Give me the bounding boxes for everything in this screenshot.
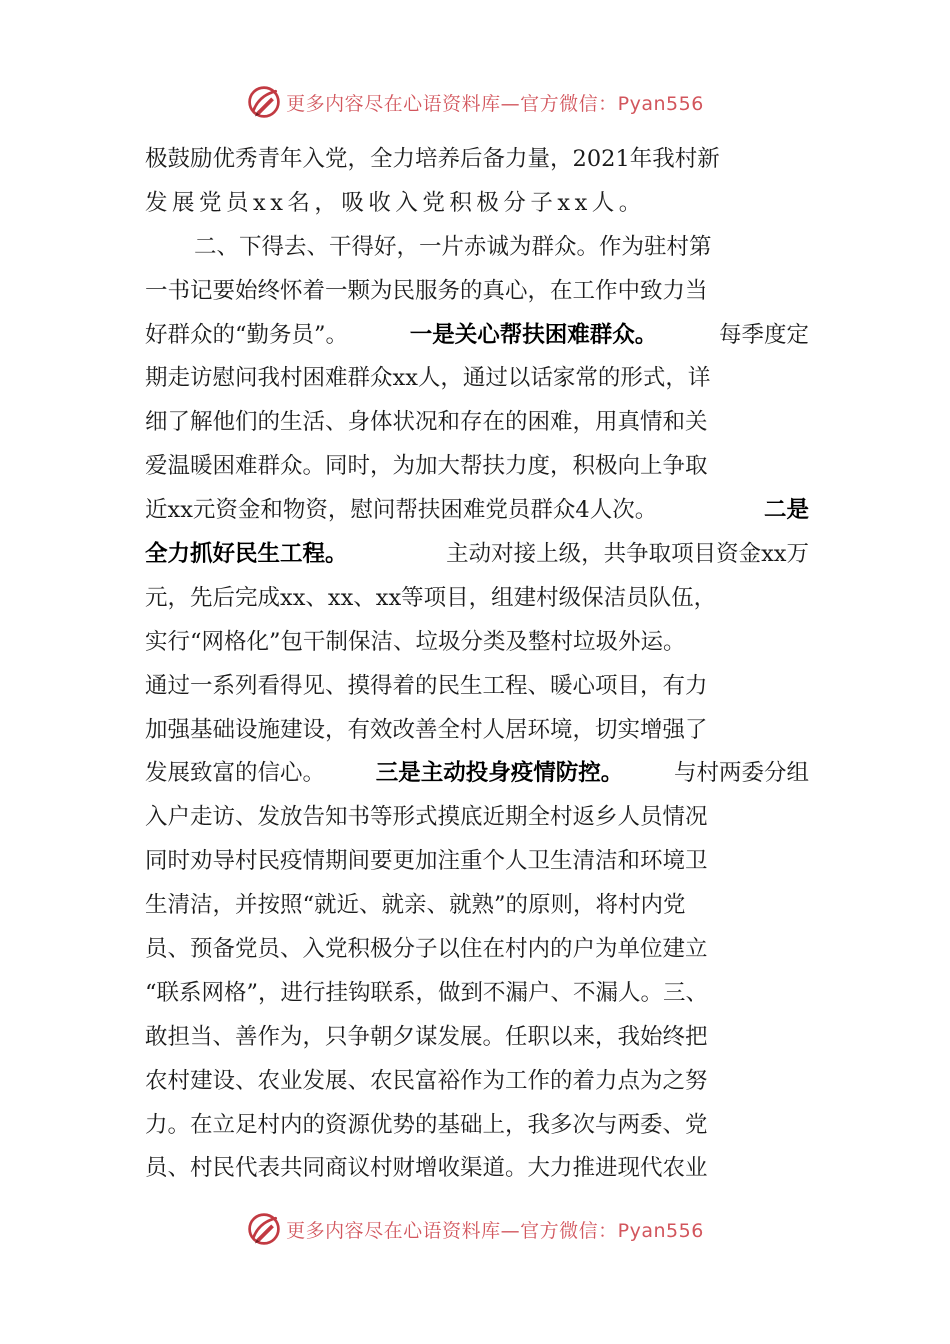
text-line: 同时劝导村民疫情期间要更加注重个人卫生清洁和环境卫 (145, 848, 708, 875)
watermark-text: 更多内容尽在心语资料库—官方微信：Pyan556 (286, 92, 704, 115)
watermark-footer (0, 1207, 950, 1251)
text-line: 力。在立足村内的资源优势的基础上，我多次与两委、党 (145, 1111, 708, 1138)
text-line: 爱温暖困难群众。同时，为加大帮扶力度，积极向上争取 (145, 453, 708, 480)
bold-heading: 全力抓好民生工程。 (145, 541, 348, 568)
text-line: 元，先后完成xx、xx、xx等项目，组建村级保洁员队伍， (145, 584, 717, 611)
watermark-header (0, 80, 950, 124)
text-line: 员、预备党员、入党积极分子以住在村内的户为单位建立 (145, 936, 708, 963)
bold-heading: 一是关心帮扶困难群众。 (409, 321, 658, 348)
text-line: 近xx元资金和物资，慰问帮扶困难党员群众4人次。 二是 (145, 489, 809, 533)
text-line: 员、村民代表共同商议村财增收渠道。大力推进现代农业 (145, 1155, 708, 1182)
text-line: 一书记要始终怀着一颗为民服务的真心，在工作中致力当 (145, 277, 708, 304)
text-line: 发展致富的信心。 三是主动投身疫情防控。 与村两委分组 (145, 752, 809, 796)
text-line: 实行“网格化”包干制保洁、垃圾分类及整村垃圾外运。 (145, 628, 686, 655)
text-line: “联系网格”，进行挂钩联系，做到不漏户、不漏人。三、 (145, 979, 709, 1006)
text-line: 二、下得去、干得好，一片赤诚为群众。作为驻村第 (194, 233, 712, 260)
text-line: 好群众的“勤务员”。 一是关心帮扶困难群众。 每季度定 (145, 314, 809, 358)
text-line: 极鼓励优秀青年入党，全力培养后备力量，2021年我村新 (145, 146, 720, 172)
bold-heading: 三是主动投身疫情防控。 (375, 760, 624, 787)
pen-and-swirl-logo-icon (246, 1211, 282, 1247)
text-line: 期走访慰问我村困难群众xx人，通过以话家常的形式，详 (145, 365, 711, 392)
text-line: 细了解他们的生活、身体状况和存在的困难，用真情和关 (145, 409, 708, 436)
document-body (145, 138, 809, 1191)
text-line: 全力抓好民生工程。 主动对接上级，共争取项目资金xx万 (145, 533, 809, 577)
text-line: 敢担当、善作为，只争朝夕谋发展。任职以来，我始终把 (145, 1023, 708, 1050)
text-line: 生清洁，并按照“就近、就亲、就熟”的原则，将村内党 (145, 892, 686, 919)
text-line: 入户走访、发放告知书等形式摸底近期全村返乡人员情况 (145, 804, 708, 831)
text-line: 发展党员xx名，吸收入党积极分子xx人。 (145, 189, 646, 216)
bold-heading: 二是 (763, 497, 809, 524)
pen-and-swirl-logo-icon (246, 84, 282, 120)
text-line: 通过一系列看得见、摸得着的民生工程、暖心项目，有力 (145, 672, 708, 699)
text-line: 农村建设、农业发展、农民富裕作为工作的着力点为之努 (145, 1067, 708, 1094)
watermark-text: 更多内容尽在心语资料库—官方微信：Pyan556 (286, 1219, 704, 1242)
text-line: 加强基础设施建设，有效改善全村人居环境，切实增强了 (145, 716, 708, 743)
